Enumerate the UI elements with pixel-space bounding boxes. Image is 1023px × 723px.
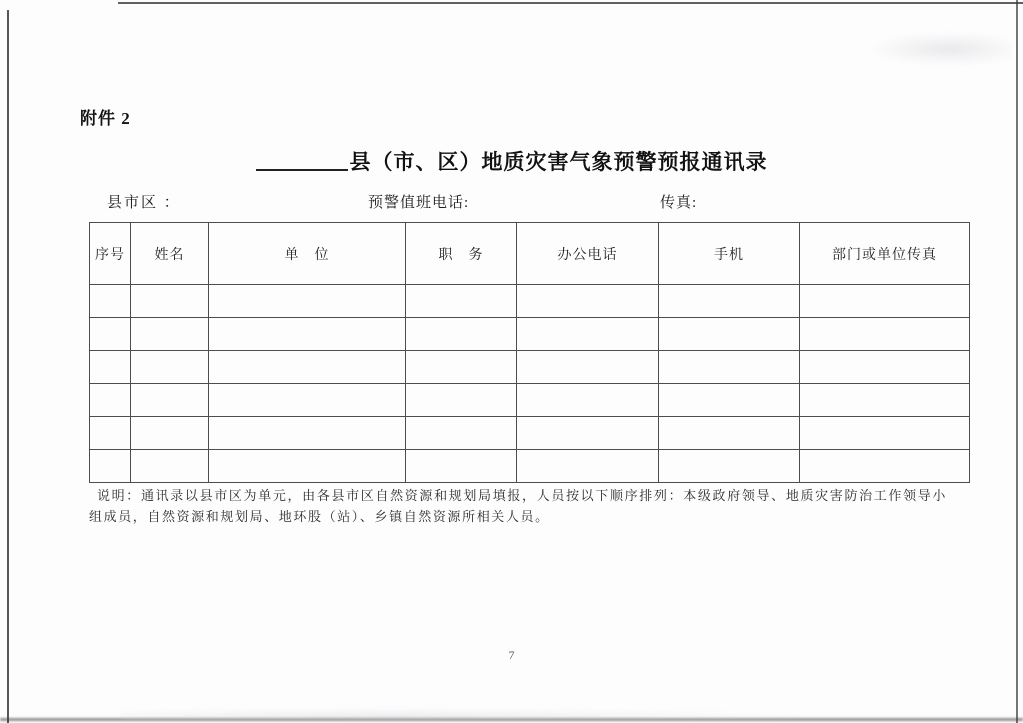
table-row bbox=[90, 351, 970, 384]
empty-cell bbox=[131, 417, 209, 450]
empty-cell bbox=[659, 318, 800, 351]
table-header-row bbox=[90, 223, 970, 285]
table-row bbox=[90, 318, 970, 351]
column-header: 部门或单位传真 bbox=[800, 223, 970, 285]
empty-cell bbox=[406, 285, 517, 318]
empty-cell bbox=[90, 417, 131, 450]
document-title bbox=[0, 146, 1023, 176]
empty-cell bbox=[90, 384, 131, 417]
empty-cell bbox=[90, 450, 131, 483]
empty-cell bbox=[209, 351, 406, 384]
empty-cell bbox=[517, 417, 659, 450]
scan-border-left bbox=[7, 10, 9, 723]
table-body bbox=[90, 285, 970, 483]
empty-cell bbox=[659, 384, 800, 417]
empty-cell bbox=[800, 384, 970, 417]
document-title-text: 县（市、区）地质灾害气象预警预报通讯录 bbox=[349, 150, 768, 174]
empty-cell bbox=[517, 351, 659, 384]
empty-cell bbox=[659, 351, 800, 384]
empty-cell bbox=[659, 417, 800, 450]
column-header: 手机 bbox=[659, 223, 800, 285]
scan-smudge-bottom bbox=[120, 708, 800, 720]
empty-cell bbox=[406, 384, 517, 417]
county-field-label: 县市区 ： bbox=[107, 195, 181, 211]
empty-cell bbox=[131, 318, 209, 351]
empty-cell bbox=[131, 351, 209, 384]
empty-cell bbox=[131, 450, 209, 483]
empty-cell bbox=[406, 351, 517, 384]
empty-cell bbox=[517, 384, 659, 417]
empty-cell bbox=[659, 285, 800, 318]
scan-smudge-top-right bbox=[872, 32, 1012, 66]
column-header: 姓名 bbox=[131, 223, 209, 285]
empty-cell bbox=[800, 285, 970, 318]
empty-cell bbox=[209, 384, 406, 417]
table-header bbox=[90, 223, 970, 285]
empty-cell bbox=[800, 450, 970, 483]
attachment-label: 附件 2 bbox=[80, 109, 131, 128]
empty-cell bbox=[659, 450, 800, 483]
contact-directory-table bbox=[89, 222, 970, 483]
table-row bbox=[90, 285, 970, 318]
empty-cell bbox=[406, 417, 517, 450]
column-header: 办公电话 bbox=[517, 223, 659, 285]
duty-phone-field-label: 预警值班电话: bbox=[368, 195, 470, 211]
empty-cell bbox=[800, 417, 970, 450]
empty-cell bbox=[90, 285, 131, 318]
empty-cell bbox=[406, 318, 517, 351]
scan-border-top bbox=[118, 2, 1023, 4]
empty-cell bbox=[209, 285, 406, 318]
info-row bbox=[0, 191, 1023, 215]
empty-cell bbox=[90, 351, 131, 384]
title-blank-line bbox=[256, 149, 348, 171]
column-header: 职 务 bbox=[406, 223, 517, 285]
column-header: 单 位 bbox=[209, 223, 406, 285]
empty-cell bbox=[800, 318, 970, 351]
table-row bbox=[90, 450, 970, 483]
empty-cell bbox=[209, 318, 406, 351]
empty-cell bbox=[209, 417, 406, 450]
empty-cell bbox=[800, 351, 970, 384]
empty-cell bbox=[131, 384, 209, 417]
table-row bbox=[90, 384, 970, 417]
table-row bbox=[90, 417, 970, 450]
note-text: 说明：通讯录以县市区为单元，由各县市区自然资源和规划局填报，人员按以下顺序排列：本级政府领导、地质灾害防治工作领导小组成员，自然资源和规划局、地环股（站）、乡镇自然资源所相关人员。 bbox=[89, 488, 947, 524]
page-number: 7 bbox=[508, 648, 515, 662]
column-header: 序号 bbox=[90, 223, 131, 285]
empty-cell bbox=[209, 450, 406, 483]
empty-cell bbox=[131, 285, 209, 318]
empty-cell bbox=[517, 450, 659, 483]
empty-cell bbox=[406, 450, 517, 483]
empty-cell bbox=[90, 318, 131, 351]
empty-cell bbox=[517, 318, 659, 351]
scan-border-right bbox=[1016, 0, 1018, 723]
empty-cell bbox=[517, 285, 659, 318]
fax-field-label: 传真: bbox=[660, 195, 698, 211]
